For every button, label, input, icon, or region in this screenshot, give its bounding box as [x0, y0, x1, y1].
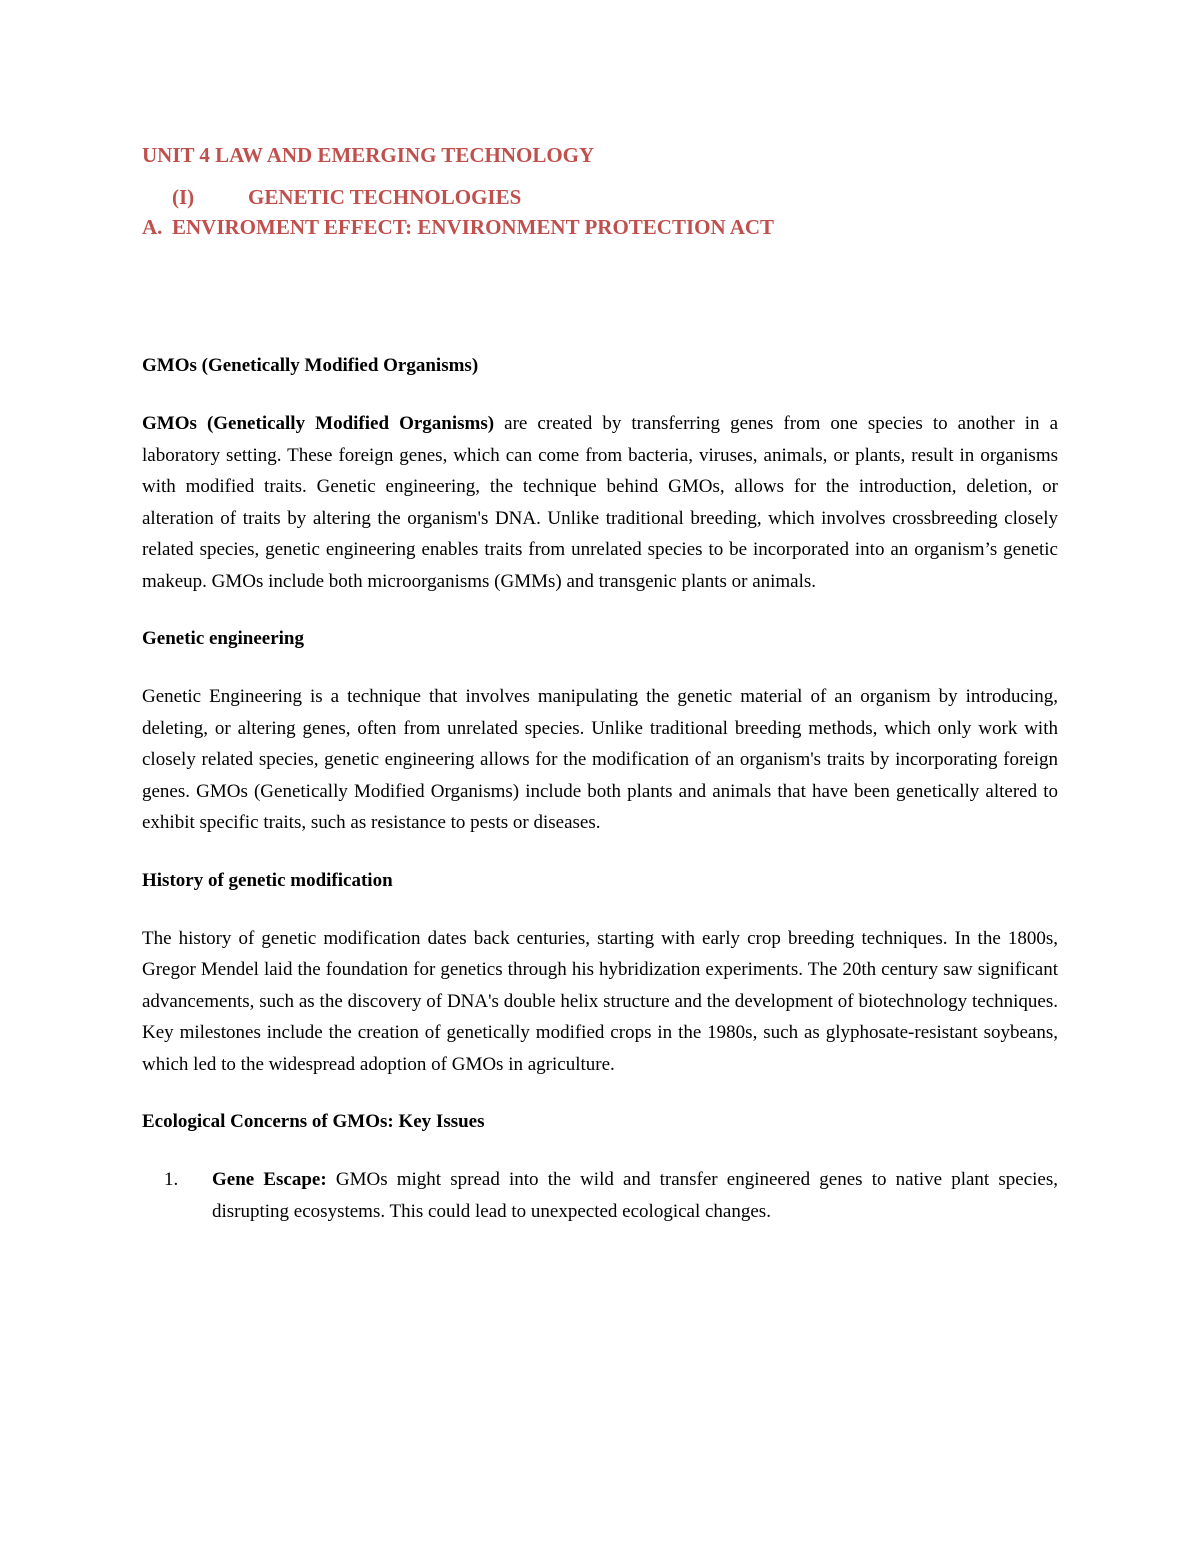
- list-item-text: [212, 1164, 1058, 1227]
- subsection-heading: [142, 212, 1058, 242]
- ecological-heading: Ecological Concerns of GMOs: Key Issues: [142, 1111, 485, 1132]
- history-heading: History of genetic modification: [142, 869, 393, 891]
- gmo-body: are created by transferring genes from one species to another in a laboratory setting. These foreign genes, which can come from bacteria, viruses, animals, or plants, result in organisms with modified traits. Genetic engineering, the technique behind GMOs, allows for the introduction, deletion, or alteration of traits by altering the organism's DNA. Unlike traditional breeding, which involves crossbreeding closely related species, genetic engineering enables traits from unrelated species to be incorporated into an organism’s genetic makeup. GMOs include both microorganisms (GMMs) and transgenic plants or animals.: [142, 413, 1058, 592]
- section-heading: [142, 182, 1058, 212]
- subsection-title: ENVIROMENT EFFECT: ENVIRONMENT PROTECTION ACT: [172, 215, 775, 239]
- gmo-paragraph: [142, 408, 1058, 597]
- gmo-lead-bold: GMOs (Genetically Modified Organisms): [142, 413, 495, 434]
- list-item-body: GMOs might spread into the wild and transfer engineered genes to native plant species, disrupting ecosystems. This could lead to unexpected ecological changes.: [212, 1169, 1058, 1222]
- list-item: [164, 1164, 1058, 1227]
- ecological-list: [142, 1164, 1058, 1227]
- spacer: [142, 242, 1058, 352]
- gmo-heading: GMOs (Genetically Modified Organisms): [142, 355, 479, 376]
- genetic-engineering-paragraph: Genetic Engineering is a technique that involves manipulating the genetic material of an organism by introducing, deleting, or altering genes, often from unrelated species. Unlike traditional breeding methods, which only work with closely related species, genetic engineering allows for the modification of an organism's traits by incorporating foreign genes. GMOs (Genetically Modified Organisms) include both plants and animals that have been genetically altered to exhibit specific traits, such as resistance to pests or diseases.: [142, 686, 1058, 833]
- list-item-number: 1.: [164, 1169, 179, 1190]
- history-paragraph: The history of genetic modification dates back centuries, starting with early crop breeding techniques. In the 1800s, Gregor Mendel laid the foundation for genetics through his hybridization experiments. The 20th century saw significant advancements, such as the discovery of DNA's double helix structure and the development of biotechnology techniques. Key milestones include the creation of genetically modified crops in the 1980s, such as glyphosate-resistant soybeans, which led to the widespread adoption of GMOs in agriculture.: [142, 927, 1058, 1075]
- section-title: GENETIC TECHNOLOGIES: [248, 185, 522, 209]
- unit-title: UNIT 4 LAW AND EMERGING TECHNOLOGY: [142, 143, 595, 167]
- subsection-letter: A.: [142, 215, 163, 239]
- genetic-engineering-heading: Genetic engineering: [142, 628, 304, 649]
- list-item-term: Gene Escape:: [212, 1169, 327, 1190]
- section-number: (I): [172, 185, 195, 209]
